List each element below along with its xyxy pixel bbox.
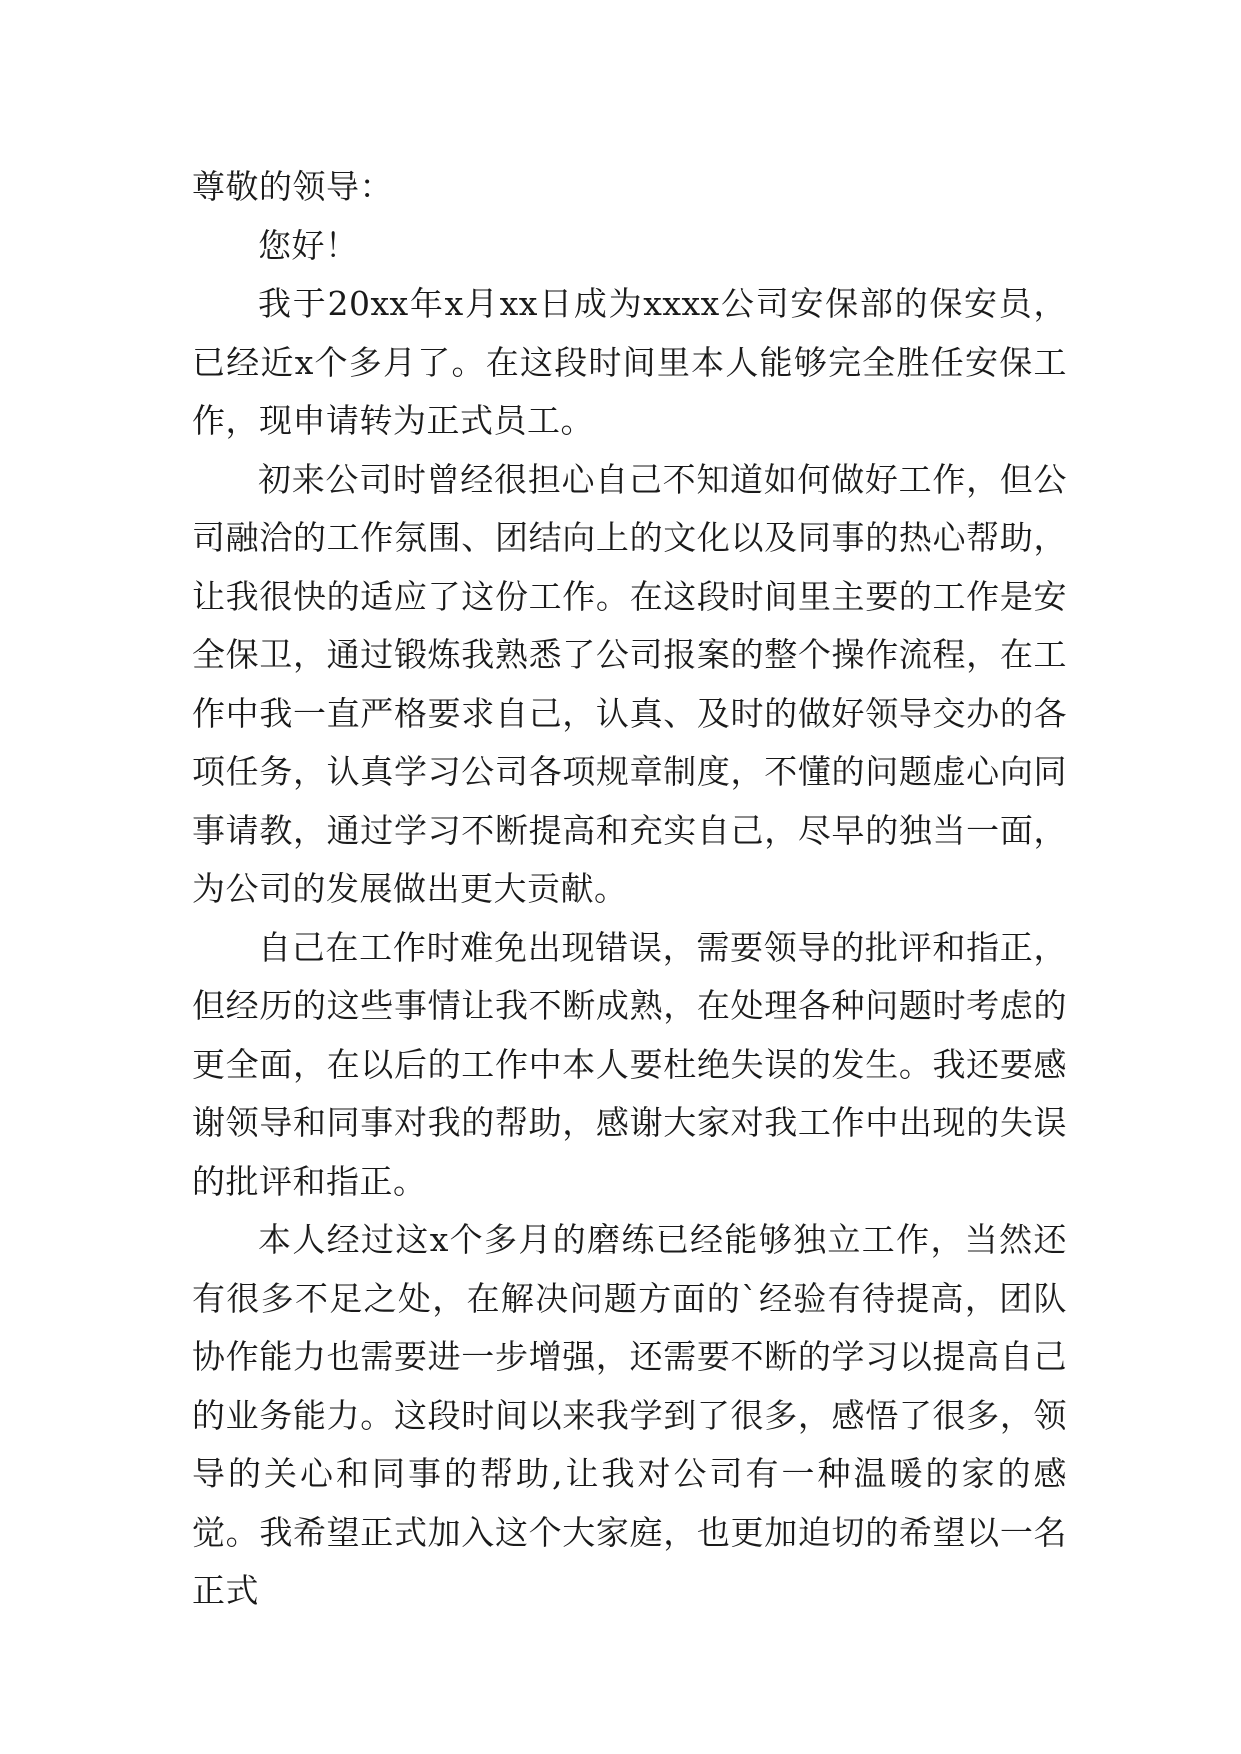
paragraph-3: 自己在工作时难免出现错误，需要领导的批评和指正，但经历的这些事情让我不断成熟，在处理各种问题时考虑的更全面，在以后的工作中本人要杜绝失误的发生。我还要感谢领导和同事对我的帮助，感谢大家对我工作中出现的失误的批评和指正。	[192, 927, 1067, 1201]
greeting: 您好！	[258, 225, 359, 265]
salutation: 尊敬的领导：	[192, 167, 393, 206]
paragraph-1: 我于20xx年x月xx日成为xxxx公司安保部的保安员，已经近x个多月了。在这段时间里本人能够完全胜任安保工作，现申请转为正式员工。	[192, 284, 1067, 440]
letter-body	[192, 158, 1067, 1621]
paragraph-2: 初来公司时曾经很担心自己不知道如何做好工作，但公司融洽的工作氛围、团结向上的文化以及同事的热心帮助，让我很快的适应了这份工作。在这段时间里主要的工作是安全保卫，通过锻炼我熟悉了公司报案的整个操作流程，在工作中我一直严格要求自己，认真、及时的做好领导交办的各项任务，认真学习公司各项规章制度，不懂的问题虚心向同事请教，通过学习不断提高和充实自己，尽早的独当一面，为公司的发展做出更大贡献。	[192, 459, 1067, 908]
paragraph-4: 本人经过这x个多月的磨练已经能够独立工作，当然还有很多不足之处，在解决问题方面的`经验有待提高，团队协作能力也需要进一步增强，还需要不断的学习以提高自己的业务能力。这段时间以来我学到了很多，感悟了很多，领导的关心和同事的帮助,让我对公司有一种温暖的家的感觉。我希望正式加入这个大家庭，也更加迫切的希望以一名正式	[192, 1220, 1067, 1610]
